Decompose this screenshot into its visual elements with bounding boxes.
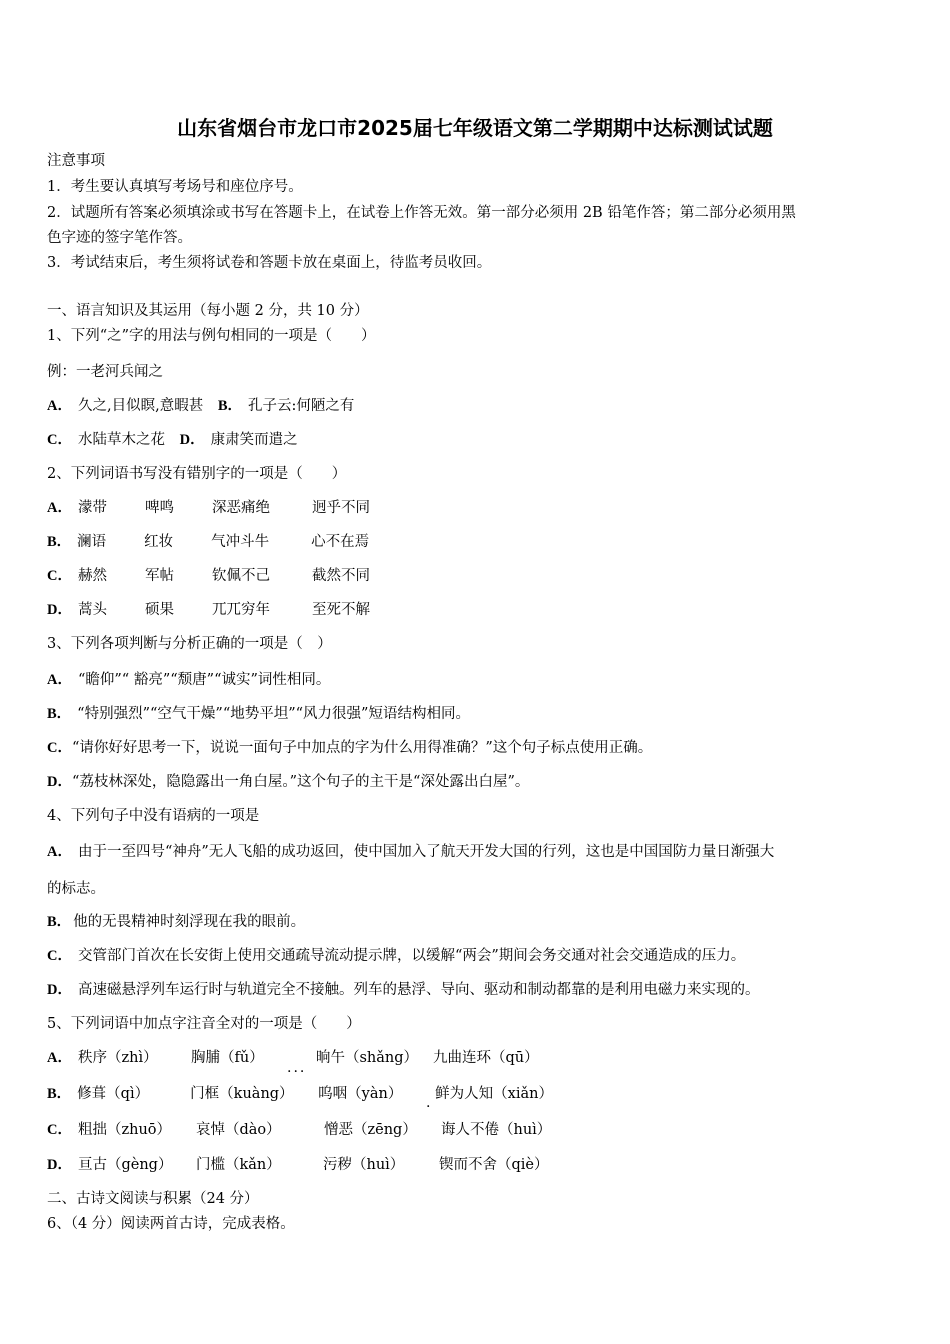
option-label: B． (47, 534, 72, 550)
q3-option-a (47, 670, 330, 690)
word: 钦佩不己 (211, 568, 270, 584)
option-label: C． (47, 568, 72, 584)
q1-stem: 1、下列“之”字的用法与例句相同的一项是（ ） (47, 328, 376, 344)
q4-stem: 4、下列句子中没有语病的一项是 (47, 808, 260, 824)
q4-option-b (47, 912, 305, 932)
notice-item-1: 1．考生要认真填写考场号和座位序号。 (47, 179, 303, 195)
emphasis-dots: . (426, 1095, 433, 1111)
word: 鲜为人知（xiǎn） (435, 1086, 553, 1102)
word: 蒿头 (77, 602, 107, 618)
emphasis-dots: ... (287, 1060, 307, 1076)
word: 硕果 (144, 602, 174, 618)
option-label: B． (47, 706, 72, 722)
q4-option-a (47, 842, 774, 862)
q4-option-c (47, 946, 745, 966)
option-label: B． (47, 914, 72, 930)
option-text: 他的无畏精神时刻浮现在我的眼前。 (73, 914, 306, 930)
word: 气冲斗牛 (211, 534, 270, 550)
option-label: C． (47, 740, 72, 756)
section-2-heading: 二、古诗文阅读与积累（24 分） (47, 1191, 259, 1207)
option-label: D． (47, 1157, 72, 1173)
q1-option-c: 水陆草木之花 (77, 432, 165, 448)
word: 晌午（shǎng） (315, 1050, 419, 1066)
option-label: A． (47, 844, 72, 860)
word: 心不在焉 (311, 534, 370, 550)
option-label: A． (47, 500, 72, 516)
option-text: 交管部门首次在长安街上使用交通疏导流动提示牌，以缓解“两会”期间会务交通对社会交通造成的压力。 (77, 948, 746, 964)
word: 啤鸣 (144, 500, 174, 516)
q2-option-c (47, 566, 370, 586)
word: 亘古（gèng） (77, 1157, 173, 1173)
q2-option-d (47, 600, 370, 620)
q1-row-2 (47, 430, 298, 450)
q2-option-a (47, 498, 370, 518)
word: 粗拙（zhuō） (77, 1122, 172, 1138)
word: 诲人不倦（huì） (440, 1122, 552, 1138)
word: 兀兀穷年 (211, 602, 270, 618)
word: 迥乎不同 (311, 500, 370, 516)
notice-item-3: 3．考试结束后，考生须将试卷和答题卡放在桌面上，待监考员收回。 (47, 255, 492, 271)
word: 赫然 (77, 568, 107, 584)
word: 门框（kuàng） (190, 1086, 294, 1102)
q2-option-b (47, 532, 369, 552)
option-label: A． (47, 1050, 72, 1066)
q1-option-d: 康肃笑而遣之 (210, 432, 298, 448)
q6-stem: 6、（4 分）阅读两首古诗，完成表格。 (47, 1216, 295, 1232)
q1-example: 例：一老河兵闻之 (47, 364, 163, 380)
q3-option-b (47, 704, 470, 724)
word: 军帖 (144, 568, 174, 584)
option-label: B． (47, 1086, 72, 1102)
word: 澜语 (77, 534, 107, 550)
q4-option-a-cont: 的标志。 (47, 881, 105, 897)
q1-option-b: 孔子云:何陋之有 (247, 398, 355, 414)
q1-row-1 (47, 396, 354, 416)
q5-option-b (47, 1084, 553, 1104)
option-text: 由于一至四号“神舟”无人飞船的成功返回，使中国加入了航天开发大国的行列，这也是中国国防力量日渐强大 (77, 844, 775, 860)
q3-stem: 3、下列各项判断与分析正确的一项是（ ） (47, 636, 332, 652)
word: 锲而不舍（qiè） (438, 1157, 549, 1173)
word: 深恶痛绝 (211, 500, 270, 516)
option-label: D． (47, 774, 72, 790)
word: 秩序（zhì） (77, 1050, 158, 1066)
option-label: C． (47, 432, 72, 448)
option-text: “特别强烈”“空气干燥”“地势平坦”“风力很强”短语结构相同。 (77, 706, 470, 722)
option-text: “荔枝林深处，隐隐露出一角白屋。”这个句子的主干是“深处露出白屋”。 (71, 774, 530, 790)
word: 门槛（kǎn） (195, 1157, 281, 1173)
word: 修葺（qì） (77, 1086, 150, 1102)
word: 呜咽（yàn） (318, 1086, 403, 1102)
word: 憎恶（zēng） (323, 1122, 417, 1138)
q3-option-c (47, 738, 652, 758)
q4-option-d (47, 980, 759, 1000)
option-label: C． (47, 1122, 72, 1138)
word: 濛带 (77, 500, 107, 516)
option-label: B． (217, 398, 242, 414)
option-text: “请你好好思考一下，说说一面句子中加点的字为什么用得准确？”这个句子标点使用正确。 (71, 740, 653, 756)
word: 至死不解 (311, 602, 370, 618)
q5-option-d (47, 1155, 548, 1175)
option-label: C． (47, 948, 72, 964)
notice-item-2: 2．试题所有答案必须填涂或书写在答题卡上，在试卷上作答无效。第一部分必须用 2B 铅笔作答；第二部分必须用黑 (47, 205, 796, 221)
option-text: “瞻仰”“ 豁亮”“颓唐”“诚实”词性相同。 (77, 672, 331, 688)
notice-heading: 注意事项 (47, 153, 105, 169)
option-label: A． (47, 672, 72, 688)
option-label: D． (47, 982, 72, 998)
notice-item-2-cont: 色字迹的签字笔作答。 (47, 230, 192, 246)
option-label: D． (179, 432, 205, 448)
word: 截然不同 (311, 568, 370, 584)
q1-option-a: 久之,目似瞑,意暇甚 (77, 398, 204, 414)
word: 哀悼（dào） (195, 1122, 281, 1138)
q3-option-d (47, 772, 529, 792)
q5-option-c (47, 1120, 551, 1140)
section-1-heading: 一、语言知识及其运用（每小题 2 分，共 10 分） (47, 303, 369, 319)
word: 九曲连环（qū） (432, 1050, 539, 1066)
page-title: 山东省烟台市龙口市2025届七年级语文第二学期期中达标测试试题 (177, 116, 773, 140)
option-label: D． (47, 602, 72, 618)
option-text: 高速磁悬浮列车运行时与轨道完全不接触。列车的悬浮、导向、驱动和制动都靠的是利用电磁力来实现的。 (77, 982, 760, 998)
q2-stem: 2、下列词语书写没有错别字的一项是（ ） (47, 466, 347, 482)
word: 污秽（huì） (322, 1157, 405, 1173)
word: 红妆 (144, 534, 174, 550)
option-label: A． (47, 398, 72, 414)
q5-stem: 5、下列词语中加点字注音全对的一项是（ ） (47, 1016, 361, 1032)
word: 胸脯（fǔ） (190, 1050, 264, 1066)
